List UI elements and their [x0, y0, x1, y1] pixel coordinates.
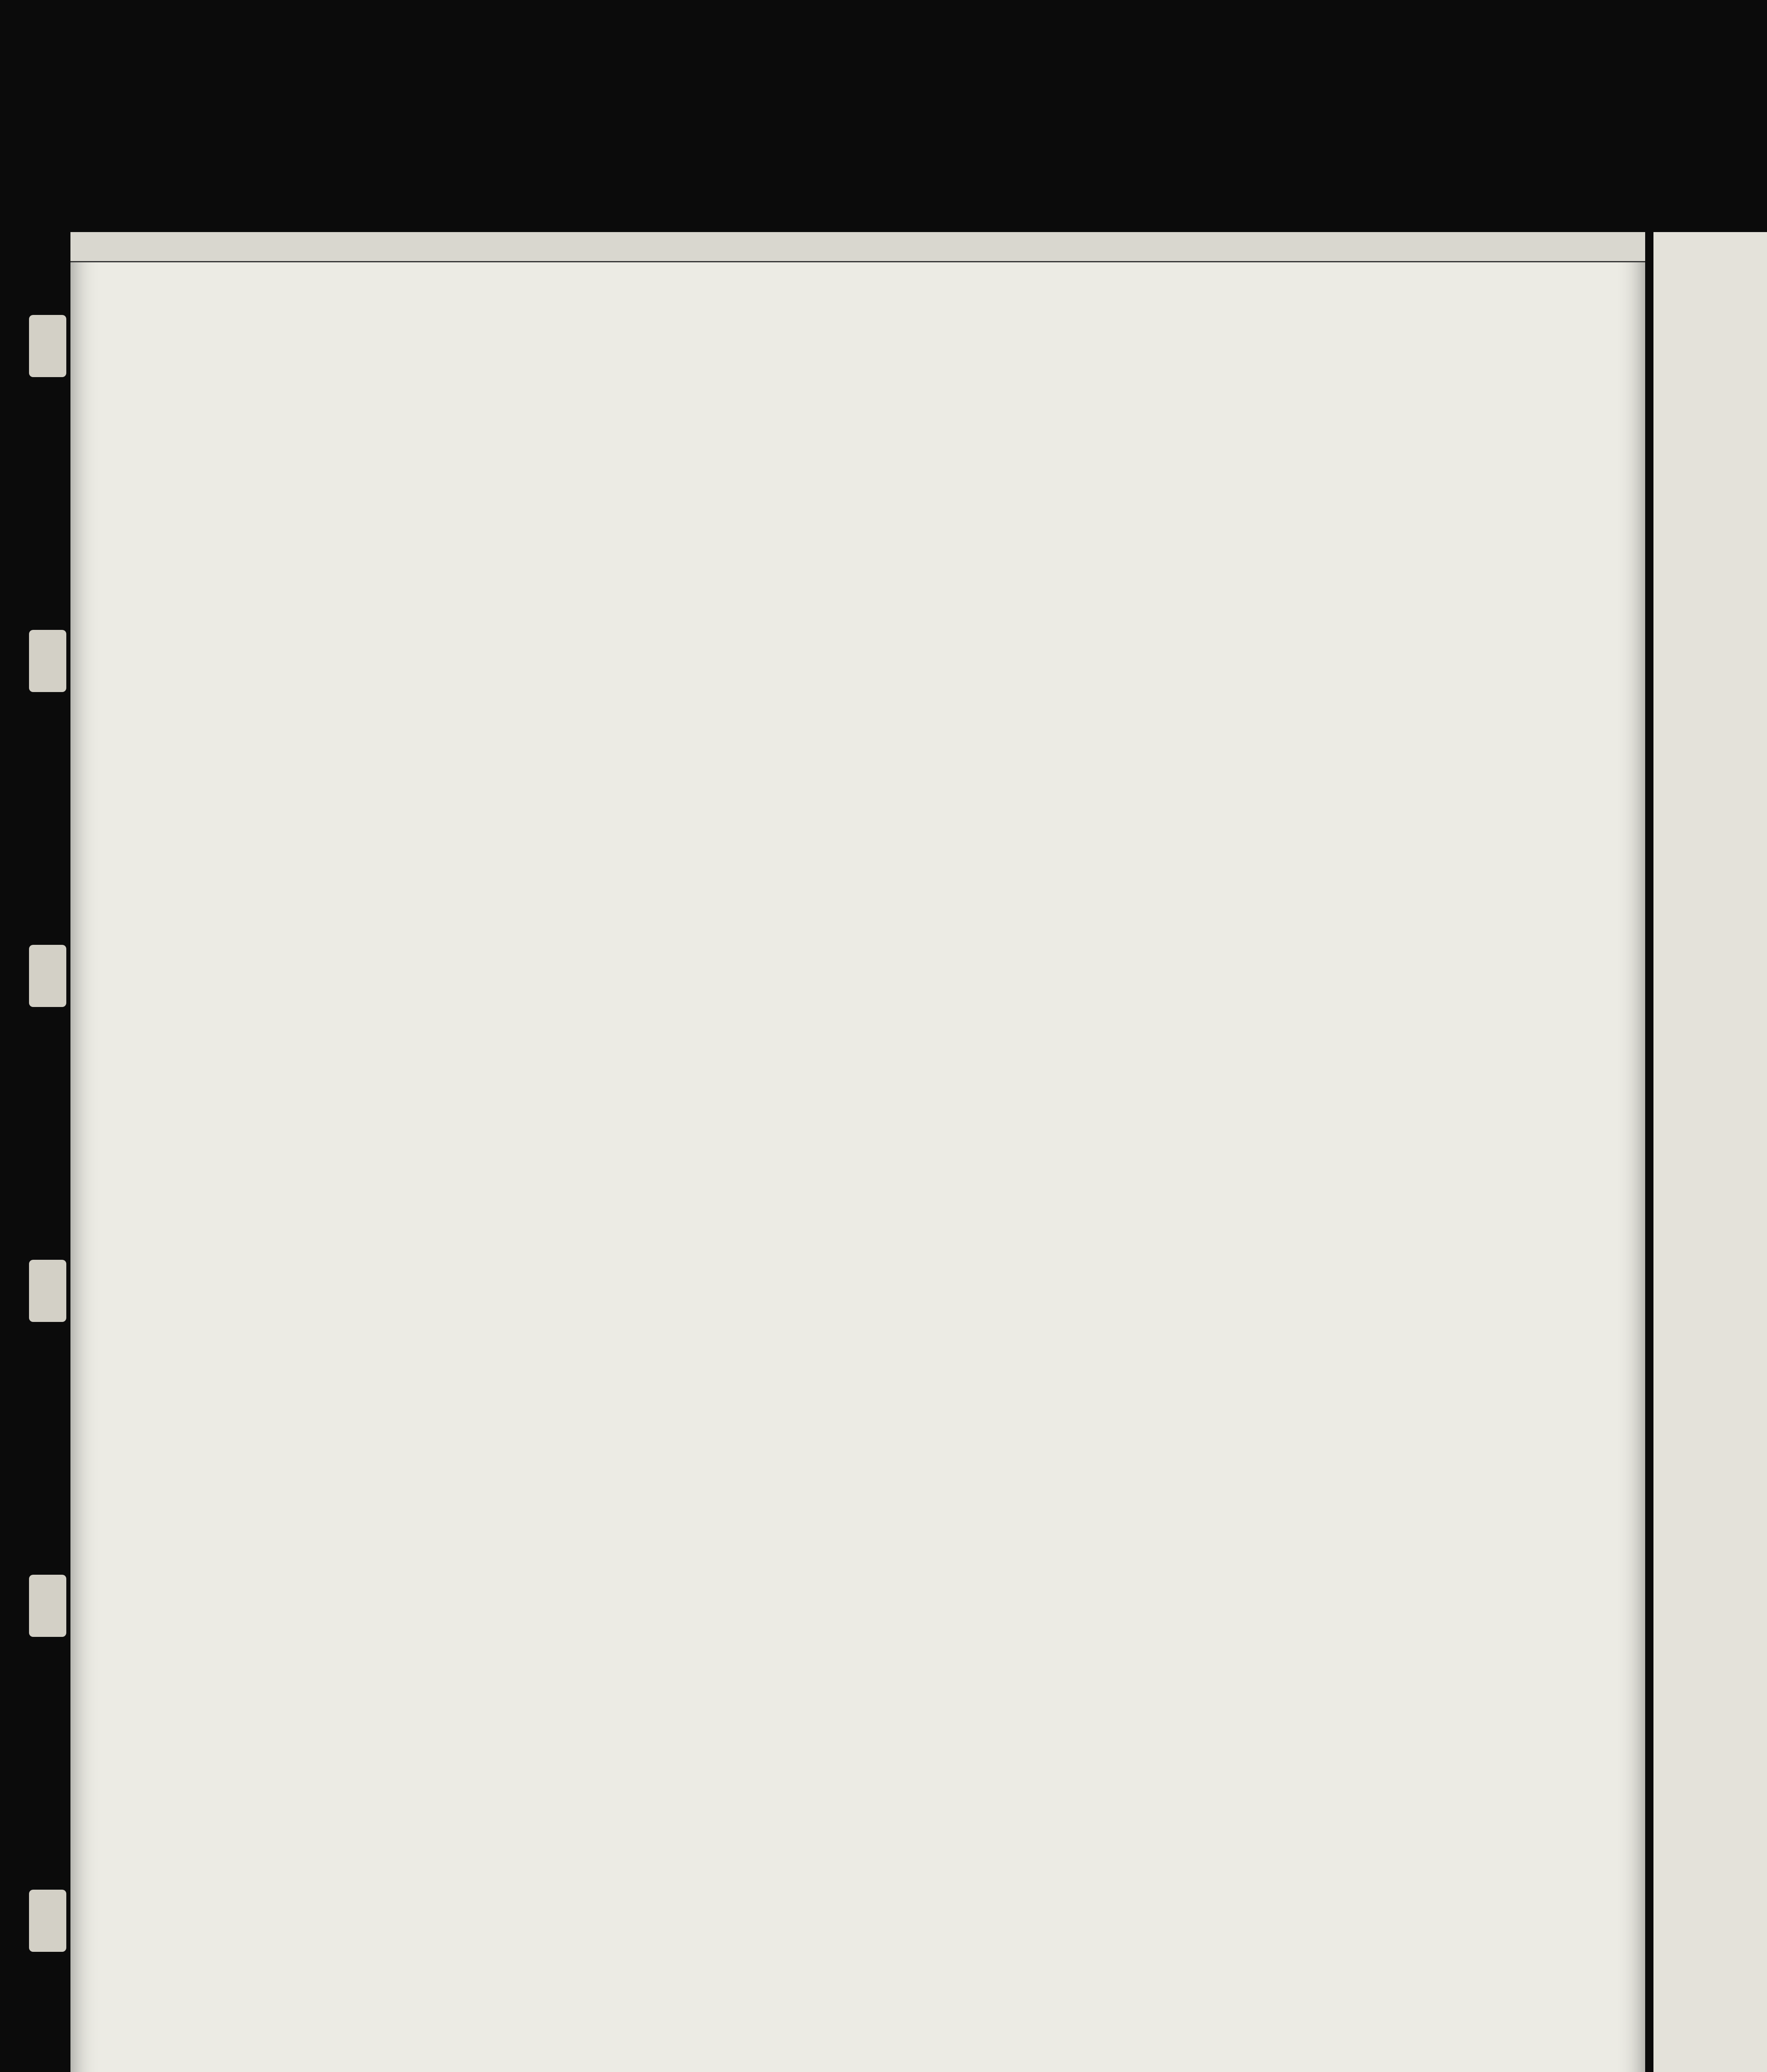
film-sprocket	[29, 945, 66, 1007]
film-sprocket	[29, 315, 66, 377]
film-sprocket	[29, 1890, 66, 1952]
film-sprocket	[29, 1575, 66, 1637]
film-sprocket	[29, 630, 66, 692]
film-sprocket	[29, 1260, 66, 1322]
newspaper-page	[70, 232, 1645, 2072]
column-container	[87, 257, 1629, 2072]
adjacent-page-edge	[1653, 232, 1767, 2072]
